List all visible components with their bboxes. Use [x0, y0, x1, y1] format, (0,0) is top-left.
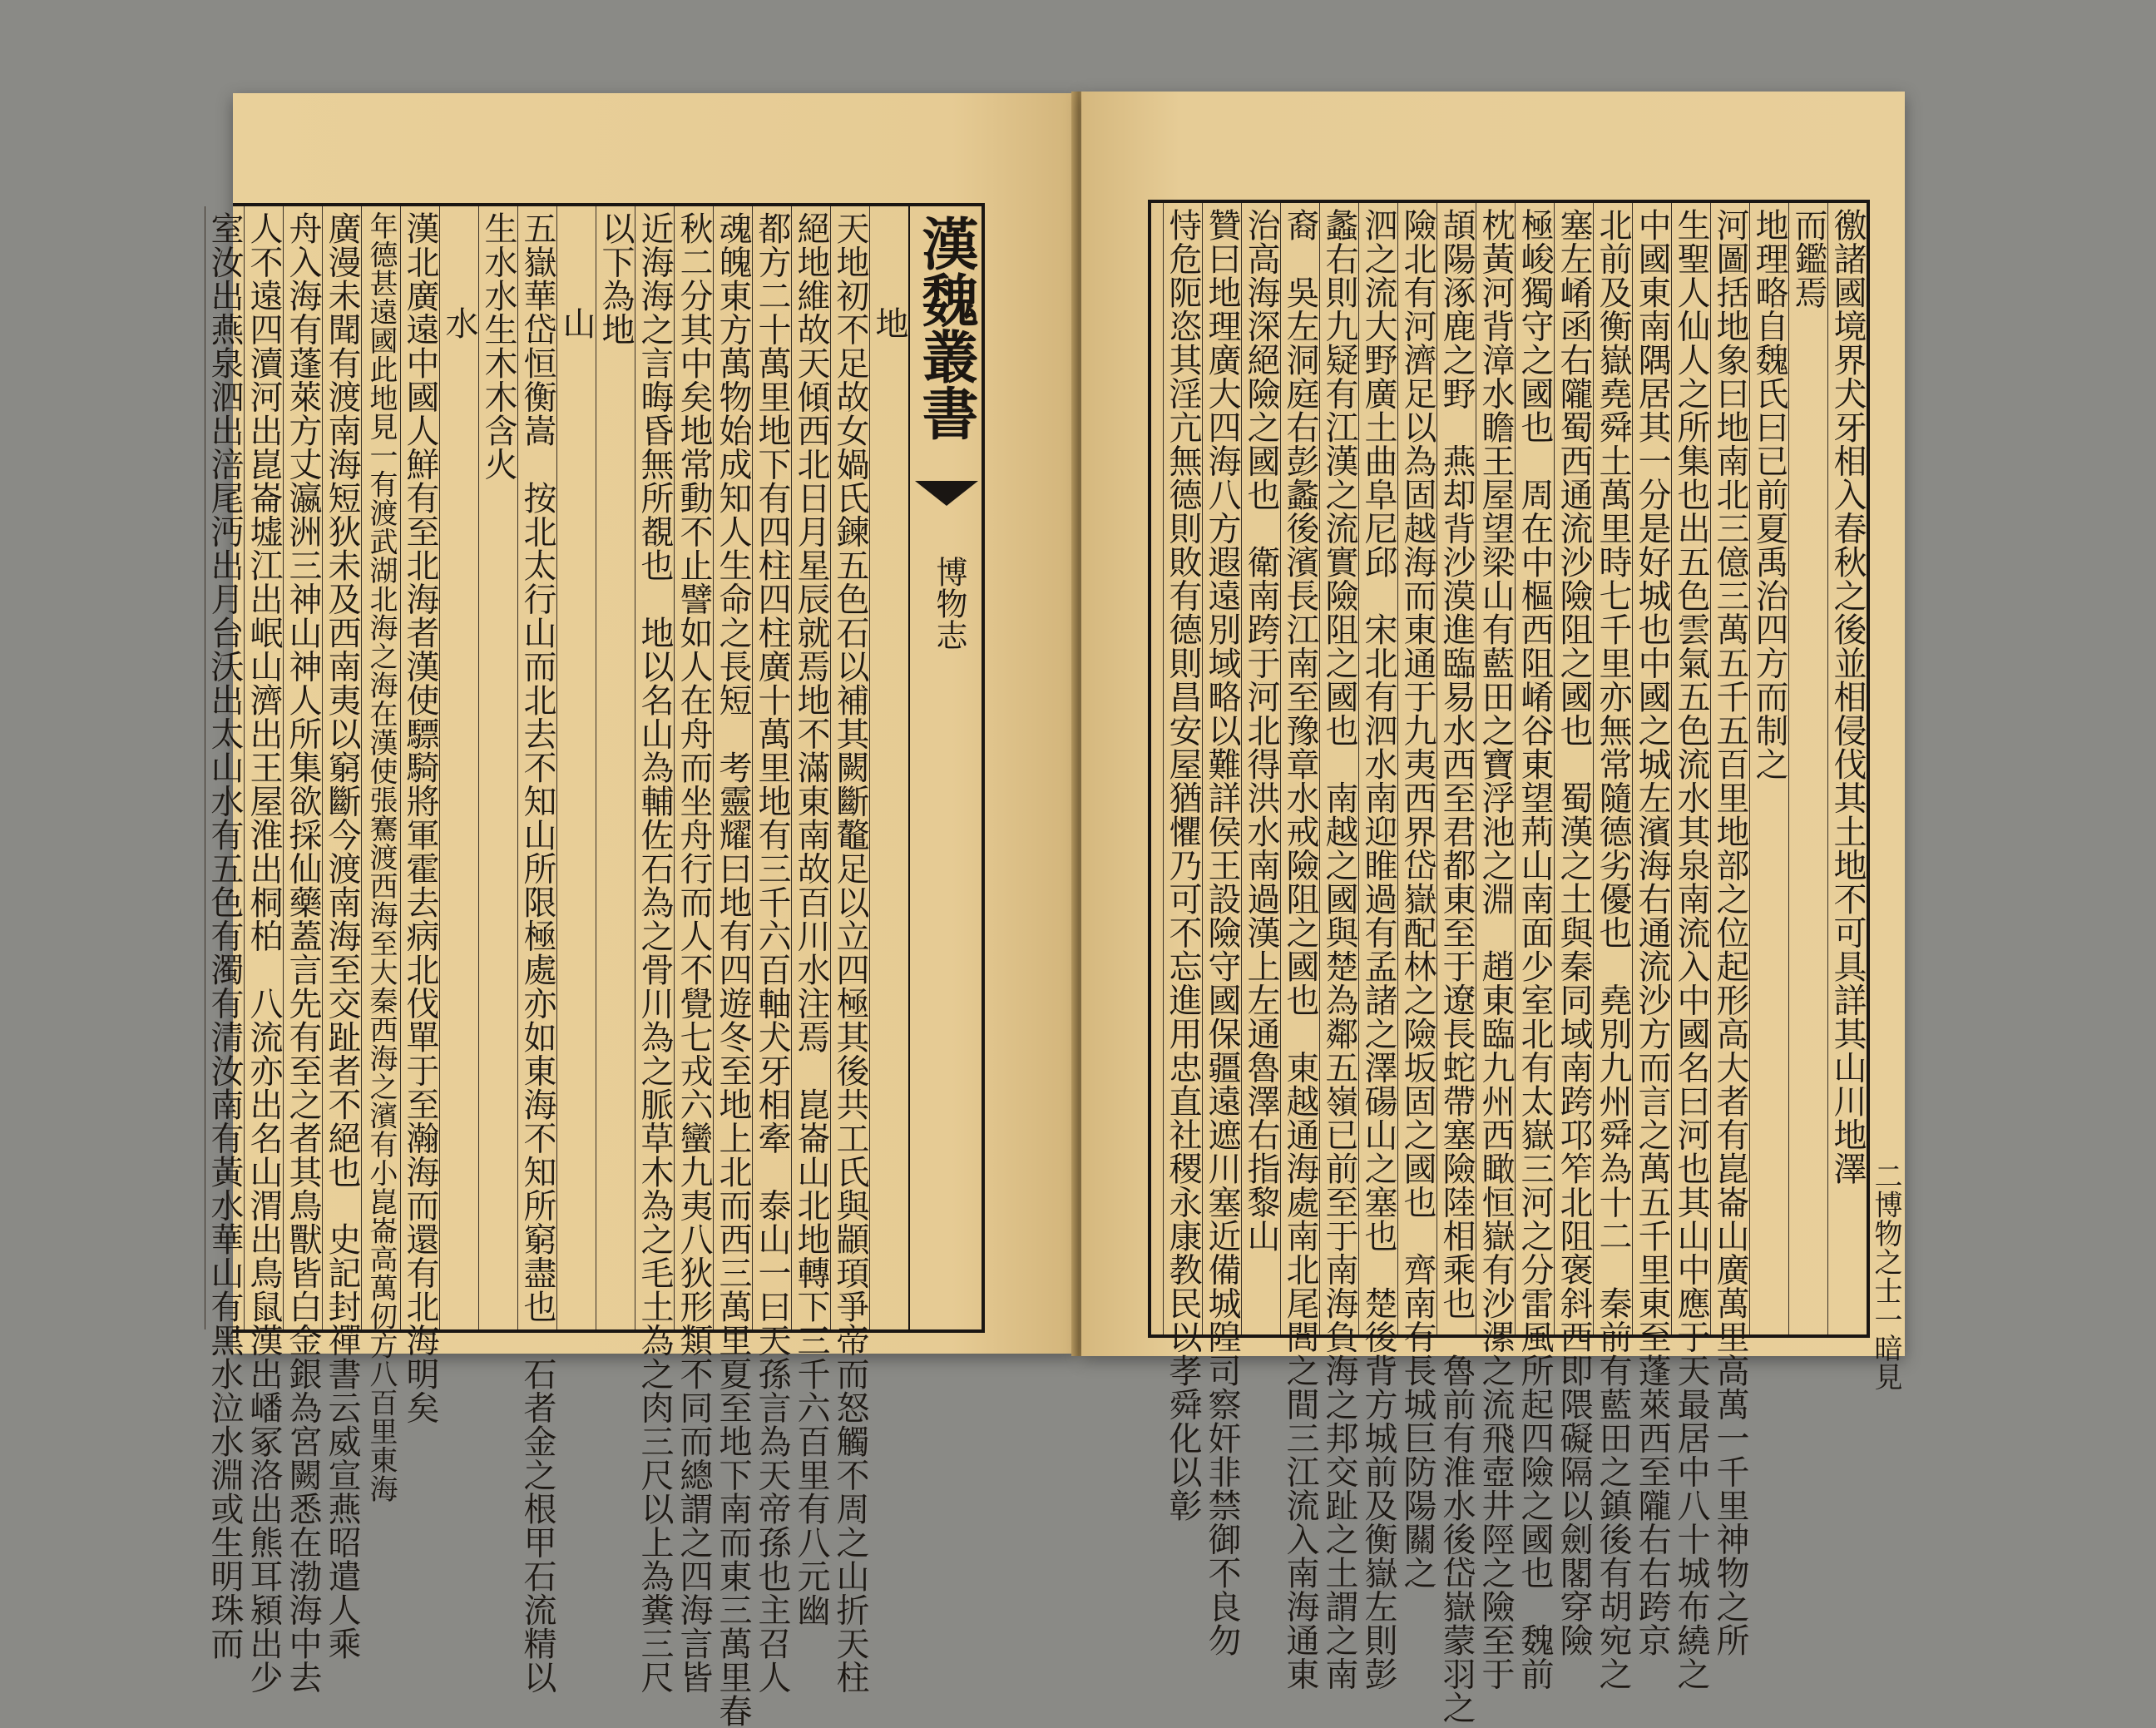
- text-column: 生水水生木木含火: [478, 206, 517, 1329]
- text-column: 五嶽華岱恒衡嵩 按北太行山而北去不知山所限極處亦如東海不知所窮盡也 石者金之根甲石流精以: [517, 206, 556, 1329]
- center-column-banshin: [908, 206, 982, 1329]
- right-page-text-frame: [1148, 200, 1870, 1725]
- series-title: 漢魏叢書: [912, 215, 979, 441]
- volume-label: 博物志: [931, 556, 967, 651]
- text-column: 年德甚遠國此地見一有渡武湖北海之海在漢使張騫渡西海至大秦西海之濱有小崑崙高萬仞方八百里東海: [361, 206, 400, 1329]
- text-column: 北前及衡嶽堯舜土萬里時七千里亦無常隨德劣優也 堯別九州舜為十二 秦前有藍田之鎮後有胡宛之: [1593, 203, 1632, 1334]
- text-column: 徼諸國境界犬牙相入春秋之後並相侵伐其土地不可具詳其山川地澤: [1827, 203, 1867, 1334]
- section-heading: 水: [439, 206, 478, 1329]
- left-page-text-frame: [205, 203, 985, 1728]
- text-column: 險北有河濟足以為固越海而東通于九夷西界岱嶽配林之險坂固之國也 齊南有長城巨防陽關之: [1397, 203, 1437, 1334]
- text-column: 天地初不足故女媧氏鍊五色石以補其闕斷鼇足以立四極其後共工氏與顓頊爭帝而怒觸不周之山折天柱: [830, 206, 869, 1329]
- text-column: 舟入海有蓬萊方丈瀛洲三神山神人所集欲採仙藥蓋言先有至之者其鳥獸皆白金銀為宮闕悉在渤海中去: [283, 206, 322, 1329]
- text-column: 極峻獨守之國也 周在中樞西阻崤谷東望荊山南面少室北有太嶽三河之分雷風所起四險之國也 魏前: [1515, 203, 1554, 1334]
- text-column: 秋二分其中矣地常動不止譬如人在舟而坐舟行而人不覺七戎六蠻九夷八狄形類不同而總謂之四海言皆: [674, 206, 713, 1329]
- margin-note: 二博物之士一暗見: [1869, 1161, 1902, 1391]
- text-column: 地理略自魏氏曰已前夏禹治四方而制之: [1749, 203, 1788, 1334]
- left-page: [205, 93, 1078, 1728]
- left-text-columns: [205, 206, 908, 1728]
- text-column: 絕地維故天傾西北日月星辰就焉地不滿東南故百川水注焉 崑崙山北地轉下三千六百里有八元幽: [791, 206, 830, 1329]
- text-column: 恃危阨恣其淫亢無德則敗有德則昌安屋猶懼乃可不忘進用忠直社稷永康教民以孝舜化以彰: [1163, 203, 1202, 1334]
- right-text-columns: [1163, 203, 1867, 1725]
- text-column: 漢北廣遠中國人鮮有至北海者漢使驃騎將軍霍去病北伐單于至瀚海而還有北海明矣: [400, 206, 439, 1329]
- text-column: 中國東南隅居其一分是好城也中國之城左濱海右通流沙方而言之萬五千里東至蓬萊西至隴右右跨京: [1632, 203, 1671, 1334]
- text-column: 蠡右則九疑有江漢之流實險阻之國也 南越之國與楚為鄰五嶺已前至于南海負海之邦交趾之土謂之南: [1319, 203, 1358, 1334]
- text-column: 河圖括地象曰地南北三億三萬五千五百里地部之位起形高大者有崑崙山廣萬里高萬一千里神物之所: [1710, 203, 1749, 1334]
- text-column: 枕黃河背漳水瞻王屋望梁山有藍田之寶浮池之淵 趙東臨九州西瞰恒嶽有沙漯之流飛壺井陘之險至于: [1476, 203, 1515, 1334]
- text-column: 都方二十萬里地下有四柱四柱廣十萬里地有三千六百軸犬牙相牽 泰山一曰天孫言為天帝孫也主召人: [752, 206, 791, 1329]
- text-column: 頡陽涿鹿之野 燕却背沙漠進臨易水西至君都東至于遼長蛇帶塞險陸相乘也 魯前有淮水後岱嶽蒙羽之: [1437, 203, 1476, 1334]
- text-column: 魂魄東方萬物始成知人生命之長短 考靈耀曰地有四遊冬至地上北而西三萬里夏至地下南而東三萬里春: [713, 206, 752, 1329]
- text-column: 泗之流大野廣土曲阜尼邱 宋北有泗水南迎睢過有孟諸之澤碭山之塞也 楚後背方城前及衡嶽左則彭: [1358, 203, 1397, 1334]
- section-heading: 地: [869, 206, 908, 1329]
- text-column: 廣漫未聞有渡南海短狄未及西南夷以窮斷今渡南海至交趾者不絕也 史記封禪書云威宣燕昭遣人乘: [322, 206, 361, 1329]
- text-column: 而鑑焉: [1788, 203, 1827, 1334]
- section-heading: 山: [556, 206, 596, 1329]
- text-column: 以下為地: [596, 206, 635, 1329]
- text-column: 生聖人仙人之所集也出五色雲氣五色流水其泉南流入中國名曰河也其山中應于天最居中八十城布繞之: [1671, 203, 1710, 1334]
- text-column: 室汝出燕泉泗出涪尾沔出月台沃出太山水有五色有濁有清汝南有黃水華山有黑水泣水淵或生明珠而: [205, 206, 244, 1329]
- text-column: 贊曰地理廣大四海八方遐遠別域略以難詳侯王設險守國保疆遠遮川塞近備城隍司察奸非禁御不良勿: [1202, 203, 1241, 1334]
- text-column: 人不遠四瀆河出崑崙墟江出岷山濟出王屋淮出桐柏 八流亦出名山渭出鳥鼠漢出嶓冢洛出熊耳潁出少: [244, 206, 283, 1329]
- text-column: 裔 吳左洞庭右彭蠡後濱長江南至豫章水戒險阻之國也 東越通海處南北尾閭之間三江流入南海通東: [1280, 203, 1319, 1334]
- right-page: [1081, 92, 1905, 1725]
- text-column: 塞左崤函右隴蜀西通流沙險阻之國也 蜀漢之土與秦同域南跨邛笮北阻褒斜西即隈礙隔以劍閣穿險: [1554, 203, 1593, 1334]
- text-column: 治高海深絕險之國也 衛南跨于河北得洪水南過漢上左通魯澤右指黎山: [1241, 203, 1280, 1334]
- text-column: 近海海之言晦昏無所覩也 地以名山為輔佐石為之骨川為之脈草木為之毛土為之肉三尺以上為糞三尺: [635, 206, 674, 1329]
